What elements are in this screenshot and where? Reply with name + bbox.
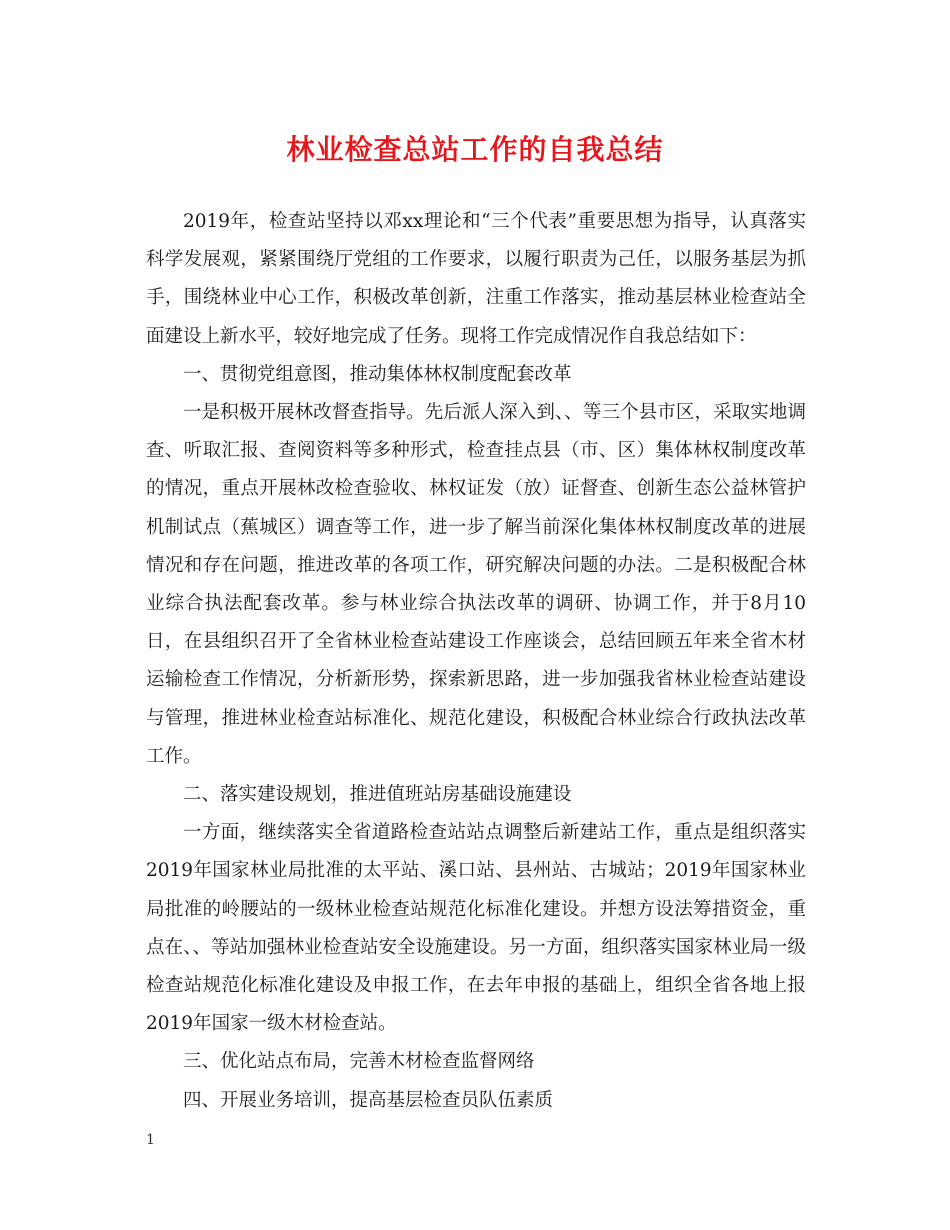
section-heading-4: 四、开展业务培训，提高基层检查员队伍素质 — [183, 1089, 554, 1111]
section-2-paragraph: 一方面，继续落实全省道路检查站站点调整后新建站工作，重点是组织落实2019年国家林业局批准的太平站、溪口站、县州站、古城站；2019年国家林业局批准的岭腰站的一级林业检查站规范化标准化建设。并想方设法筹措资金，重点在、、等站加强林业检查站安全设施建设。另一方面，组织落实国家林业局一级检查站规范化标准化建设及申报工作，在去年申报的基础上，组织全省各地上报2019年国家一级木材检查站。 — [146, 822, 806, 1035]
section-heading-1: 一、贯彻党组意图，推动集体林权制度配套改革 — [183, 363, 572, 385]
intro-paragraph: 2019年，检查站坚持以邓xx理论和“三个代表”重要思想为指导，认真落实科学发展观，紧紧围绕厅党组的工作要求，以履行职责为己任，以服务基层为抓手，围绕林业中心工作，积极改革创新，注重工作落实，推动基层林业检查站全面建设上新水平，较好地完成了任务。现将工作完成情况作自我总结如下： — [146, 211, 806, 347]
section-heading-3: 三、优化站点布局，完善木材检查监督网络 — [183, 1051, 535, 1073]
section-1-paragraph: 一是积极开展林改督查指导。先后派人深入到、、等三个县市区，采取实地调查、听取汇报、查阅资料等多种形式，检查挂点县（市、区）集体林权制度改革的情况，重点开展林改检查验收、林权证发（放）证督查、创新生态公益林管护机制试点（蕉城区）调查等工作，进一步了解当前深化集体林权制度改革的进展情况和存在问题，推进改革的各项工作，研究解决问题的办法。二是积极配合林业综合执法配套改革。参与林业综合执法改革的调研、协调工作，并于8月10日，在县组织召开了全省林业检查站建设工作座谈会，总结回顾五年来全省木材运输检查工作情况，分析新形势，探索新思路，进一步加强我省林业检查站建设与管理，推进林业检查站标准化、规范化建设，积极配合林业综合行政执法改革工作。 — [146, 402, 806, 767]
document-title: 林业检查总站工作的自我总结 — [286, 133, 664, 166]
page-number: 1 — [146, 1132, 155, 1148]
section-heading-2: 二、落实建设规划，推进值班站房基础设施建设 — [183, 784, 572, 806]
document-body — [146, 203, 806, 1120]
